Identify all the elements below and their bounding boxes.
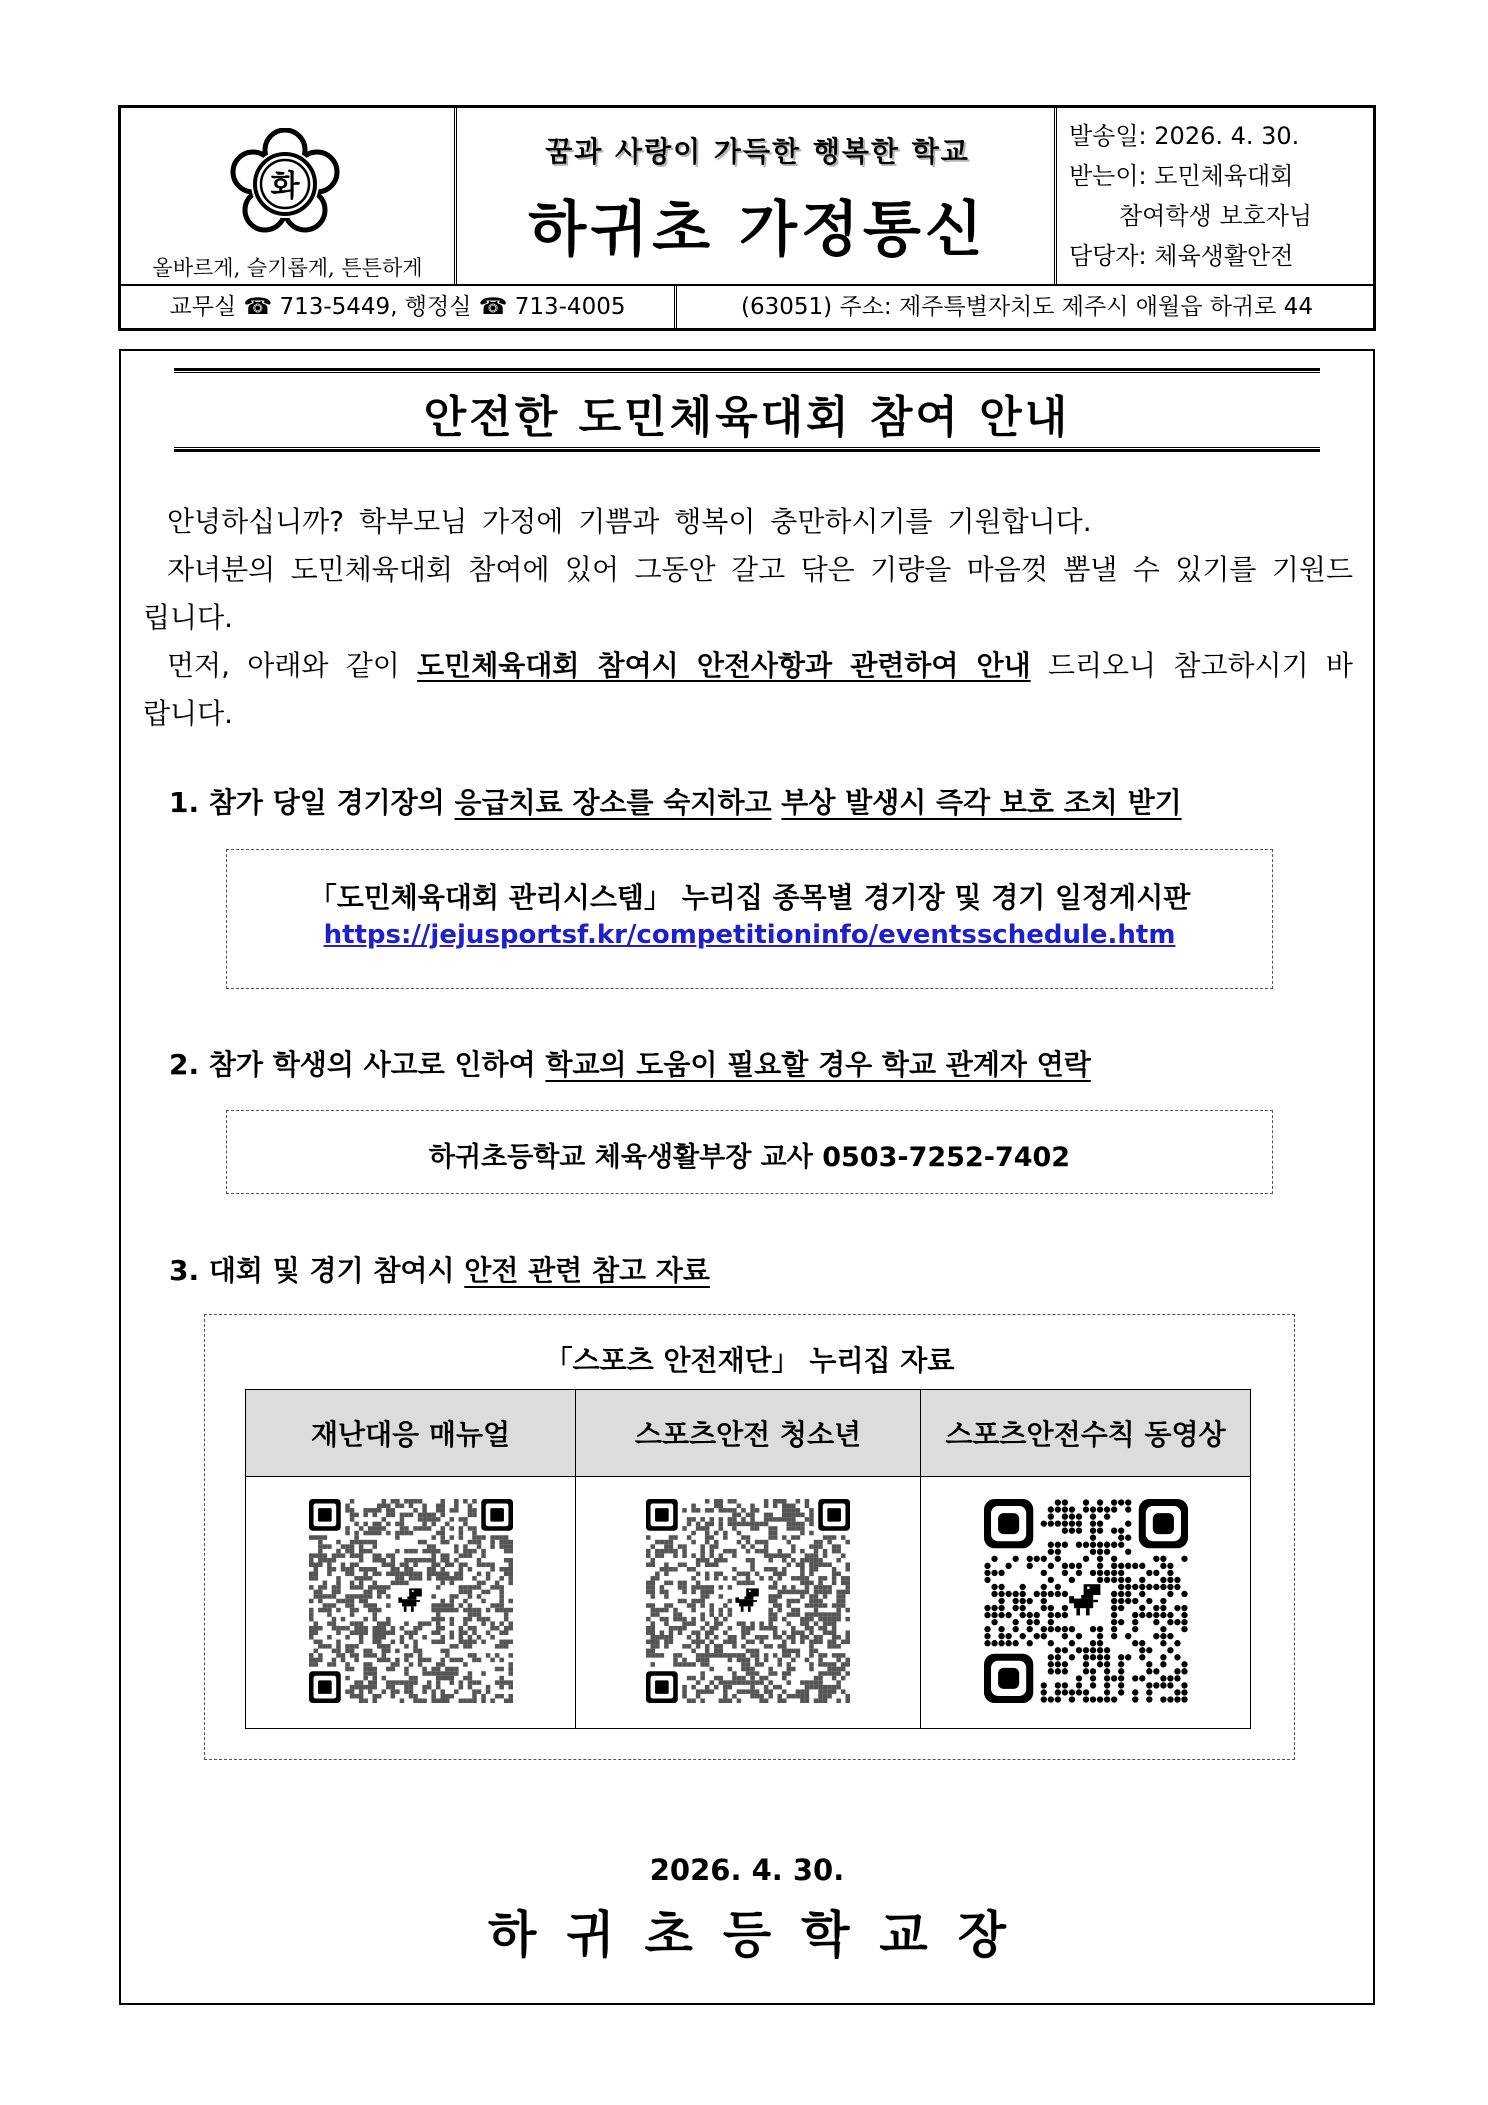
- paragraph-2: 자녀분의 도민체육대회 참여에 있어 그동안 갈고 닦은 기량을 마음껏 뽐낼 수 있기를 기원드립니다.: [143, 553, 1353, 634]
- dispatch-date: 2026. 4. 30.: [1154, 122, 1300, 150]
- section-2-heading: [169, 1043, 1091, 1083]
- section-1-text: 참가 당일 경기장의: [208, 786, 455, 819]
- title-rule-top: [174, 368, 1320, 373]
- contact-info-box: [226, 1110, 1273, 1194]
- recipient-label: 받는이:: [1069, 162, 1147, 190]
- teacher-contact: 하귀초등학교 체육생활부장 교사 0503-7252-7402: [428, 1142, 1071, 1173]
- column-header: 스포츠안전 청소년: [576, 1390, 921, 1477]
- section-1-number: 1.: [169, 786, 200, 819]
- qr-cell: [246, 1477, 576, 1729]
- dispatch-date-label: 발송일:: [1069, 122, 1147, 150]
- school-slogan: 꿈과 사랑이 가득한 행복한 학교: [545, 135, 970, 168]
- school-phone-numbers: 교무실 ☎ 713-5449, 행정실 ☎ 713-4005: [121, 286, 677, 328]
- qr-code-icon[interactable]: [309, 1499, 513, 1703]
- schedule-link[interactable]: https://jejusportsf.kr/competitioninfo/eventsschedule.htm: [323, 920, 1176, 950]
- section-3-underline: 안전 관련 참고 자료: [464, 1254, 710, 1287]
- logo-cell: [121, 108, 457, 284]
- school-emblem-icon: [229, 128, 341, 240]
- manager-line: [1069, 236, 1369, 276]
- document-title: 안전한 도민체육대회 참여 안내: [423, 392, 1071, 443]
- resources-caption: 「스포츠 안전재단」 누리집 자료: [544, 1344, 955, 1377]
- header-contact-row: [121, 286, 1373, 328]
- section-1-underline-1: 응급치료 장소를 숙지하고: [454, 786, 772, 819]
- principal-signature: 하귀초등학교장: [487, 1906, 1037, 1964]
- dispatch-info: [1069, 116, 1369, 276]
- section-3-text: 대회 및 경기 참여시: [208, 1254, 465, 1287]
- paragraph-3-emphasis: 도민체육대회 참여시 안전사항과 관련하여 안내: [417, 649, 1031, 682]
- recipient-value: 도민체육대회: [1154, 162, 1294, 190]
- column-header: 스포츠안전수칙 동영상: [921, 1390, 1251, 1477]
- manager-value: 체육생활안전: [1154, 242, 1294, 270]
- schedule-info-box: [226, 849, 1273, 989]
- manager-label: 담당자:: [1069, 242, 1147, 270]
- section-1-gap: [772, 786, 782, 819]
- title-cell: [461, 108, 1057, 284]
- document-body: [119, 349, 1375, 2005]
- paragraph-3-end: 드리오니 참고하시기 바랍니다.: [143, 649, 1353, 730]
- section-3-heading: [169, 1249, 710, 1289]
- section-1-heading: [169, 781, 1182, 821]
- section-1-underline-2: 부상 발생시 즉각 보호 조치 받기: [781, 786, 1182, 819]
- section-2-text: 참가 학생의 사고로 인하여: [208, 1048, 546, 1081]
- qr-table-header-row: [246, 1390, 1251, 1477]
- header-top-row: [121, 108, 1373, 286]
- recipient-line: [1069, 156, 1369, 196]
- dispatch-date-line: [1069, 116, 1369, 156]
- paragraph-3-start: 먼저, 아래와 같이: [167, 649, 418, 682]
- greeting-text: [143, 498, 1353, 738]
- signature-date: 2026. 4. 30.: [649, 1853, 845, 1887]
- qr-code-icon[interactable]: [646, 1499, 850, 1703]
- qr-cell: [921, 1477, 1251, 1729]
- schedule-info-text: 「도민체육대회 관리시스템」 누리집 종목별 경기장 및 경기 일정게시판: [308, 881, 1191, 914]
- safety-resources-box: [204, 1314, 1295, 1760]
- title-rule-bottom: [174, 447, 1320, 452]
- school-motto: 올바르게, 슬기롭게, 튼튼하게: [152, 256, 423, 280]
- qr-table-row: [246, 1477, 1251, 1729]
- qr-code-table: [245, 1389, 1251, 1729]
- section-3-number: 3.: [169, 1254, 200, 1287]
- school-address: (63051) 주소: 제주특별자치도 제주시 애월읍 하귀로 44: [741, 294, 1313, 320]
- qr-cell: [576, 1477, 921, 1729]
- qr-code-icon[interactable]: [984, 1499, 1188, 1703]
- svg-text:화: 화: [270, 169, 300, 204]
- newsletter-title: 하귀초 가정통신: [528, 195, 987, 265]
- paragraph-1: 안녕하십니까? 학부모님 가정에 기쁨과 행복이 충만하시기를 기원합니다.: [167, 505, 1092, 538]
- paragraph-3: [143, 642, 1353, 738]
- section-2-underline: 학교의 도움이 필요할 경우 학교 관계자 연락: [545, 1048, 1091, 1081]
- recipient-line-2: 참여학생 보호자님: [1119, 202, 1313, 230]
- section-2-number: 2.: [169, 1048, 200, 1081]
- column-header: 재난대응 매뉴얼: [246, 1390, 576, 1477]
- newsletter-header: [118, 105, 1376, 331]
